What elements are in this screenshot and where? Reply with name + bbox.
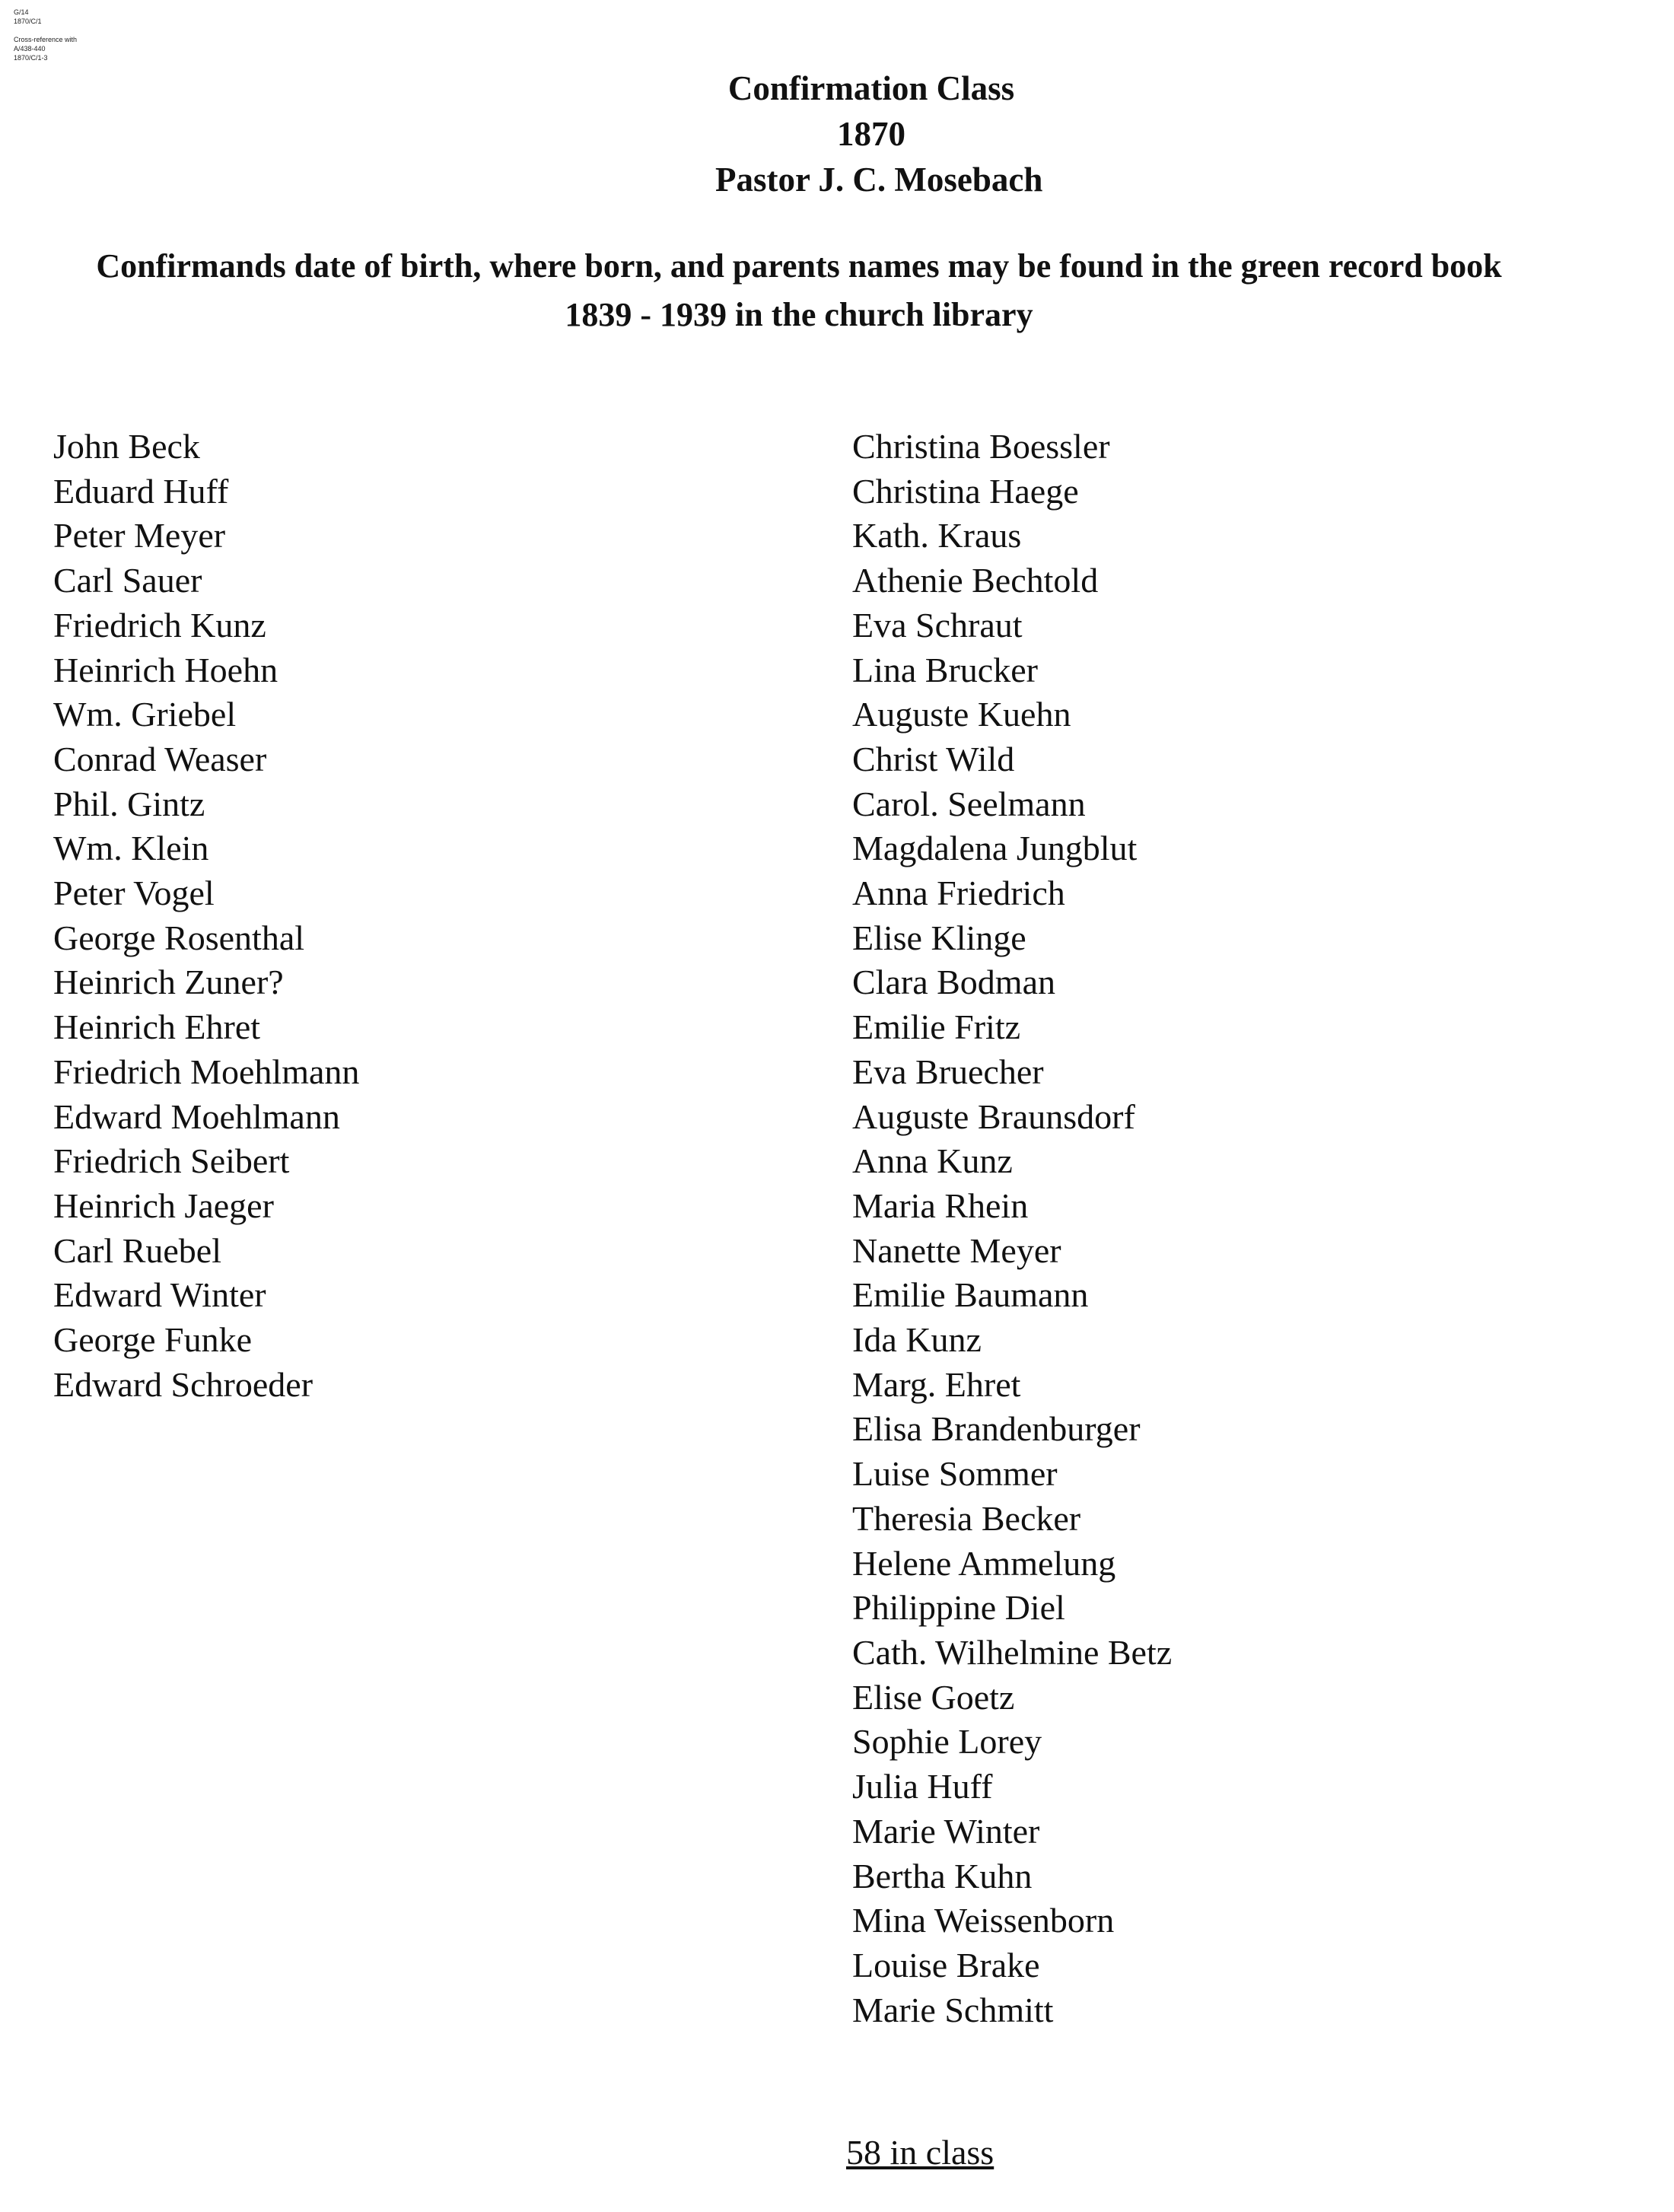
confirmand-name: Anna Kunz (852, 1141, 1013, 1181)
ref-code: 1870/C/1-3 (14, 54, 48, 62)
confirmand-name: Edward Winter (53, 1275, 266, 1315)
confirmand-name: Heinrich Ehret (53, 1007, 261, 1047)
confirmand-name: Christina Boessler (852, 427, 1110, 466)
confirmand-name: Philippine Diel (852, 1588, 1065, 1628)
confirmand-name: George Rosenthal (53, 918, 305, 957)
confirmand-name: Marie Winter (852, 1811, 1040, 1851)
confirmand-name: Maria Rhein (852, 1186, 1029, 1225)
confirmand-name: Wm. Klein (53, 829, 209, 868)
confirmand-name: Marg. Ehret (852, 1364, 1021, 1404)
confirmand-name: Mina Weissenborn (852, 1901, 1115, 1940)
confirmand-name: Bertha Kuhn (852, 1856, 1033, 1895)
confirmand-name: Ida Kunz (852, 1320, 982, 1360)
confirmand-name: Luise Sommer (852, 1454, 1058, 1494)
confirmand-name: Christ Wild (852, 739, 1015, 778)
confirmand-name: Helene Ammelung (852, 1543, 1116, 1583)
ref-code: 1870/C/1 (14, 18, 42, 25)
confirmand-name: Wm. Griebel (53, 695, 237, 734)
confirmand-name: Phil. Gintz (53, 784, 205, 823)
confirmand-name: John Beck (53, 427, 200, 466)
confirmand-name: Carl Ruebel (53, 1230, 221, 1270)
confirmand-name: Friedrich Seibert (53, 1141, 290, 1181)
confirmand-name: Eduard Huff (53, 471, 229, 511)
confirmand-name: Auguste Kuehn (852, 695, 1071, 734)
confirmand-name: George Funke (53, 1320, 253, 1360)
confirmand-name: Eva Bruecher (852, 1052, 1044, 1091)
confirmand-name: Theresia Becker (852, 1498, 1081, 1538)
class-year: 1870 (837, 115, 905, 153)
pastor-name: Pastor J. C. Mosebach (715, 161, 1043, 199)
confirmand-name: Carl Sauer (53, 561, 202, 600)
ref-code: A/438-440 (14, 45, 46, 53)
confirmand-name: Emilie Fritz (852, 1007, 1021, 1047)
confirmand-name: Conrad Weaser (53, 739, 267, 778)
confirmand-name: Heinrich Jaeger (53, 1186, 274, 1225)
confirmand-name: Peter Meyer (53, 516, 226, 555)
confirmand-name: Edward Moehlmann (53, 1096, 340, 1136)
class-count: 58 in class (846, 2133, 995, 2172)
confirmand-name: Heinrich Hoehn (53, 650, 278, 689)
confirmand-name: Elisa Brandenburger (852, 1409, 1141, 1449)
confirmand-name: Lina Brucker (852, 650, 1038, 689)
confirmand-name: Emilie Baumann (852, 1275, 1089, 1315)
confirmand-name: Louise Brake (852, 1945, 1040, 1984)
ref-code: G/14 (14, 8, 29, 16)
confirmand-name: Kath. Kraus (852, 516, 1022, 555)
document-header (0, 65, 1674, 202)
confirmand-name: Sophie Lorey (852, 1722, 1042, 1762)
confirmand-name: Magdalena Jungblut (852, 829, 1138, 868)
confirmand-name: Anna Friedrich (852, 874, 1065, 913)
confirmand-name: Elise Goetz (852, 1677, 1015, 1717)
corner-reference-notes (14, 8, 77, 62)
confirmand-name: Friedrich Kunz (53, 605, 266, 645)
confirmand-name: Cath. Wilhelmine Betz (852, 1632, 1173, 1672)
confirmand-name: Clara Bodman (852, 963, 1055, 1002)
confirmand-name: Edward Schroeder (53, 1364, 313, 1404)
confirmand-name: Peter Vogel (53, 874, 215, 913)
confirmand-name: Marie Schmitt (852, 1990, 1054, 2029)
confirmand-name: Eva Schraut (852, 605, 1023, 645)
confirmand-name: Friedrich Moehlmann (53, 1052, 360, 1091)
confirmand-name: Christina Haege (852, 471, 1079, 511)
confirmand-name: Nanette Meyer (852, 1230, 1061, 1270)
cross-reference-label: Cross-reference with (14, 36, 78, 43)
ref-spacer (14, 26, 77, 35)
girls-name-list (852, 425, 1172, 2032)
confirmand-name: Carol. Seelmann (852, 784, 1086, 823)
confirmand-name: Athenie Bechtold (852, 561, 1099, 600)
record-note: Confirmands date of birth, where born, and parents names may be found in the green record book 1839 - 1939 in the church library (96, 247, 1502, 333)
confirmand-name: Heinrich Zuner? (53, 963, 284, 1002)
confirmand-name: Julia Huff (852, 1767, 993, 1806)
confirmand-name: Auguste Braunsdorf (852, 1096, 1135, 1136)
boys-name-list (53, 425, 359, 1407)
confirmand-name: Elise Klinge (852, 918, 1026, 957)
page-title: Confirmation Class (727, 69, 1015, 107)
